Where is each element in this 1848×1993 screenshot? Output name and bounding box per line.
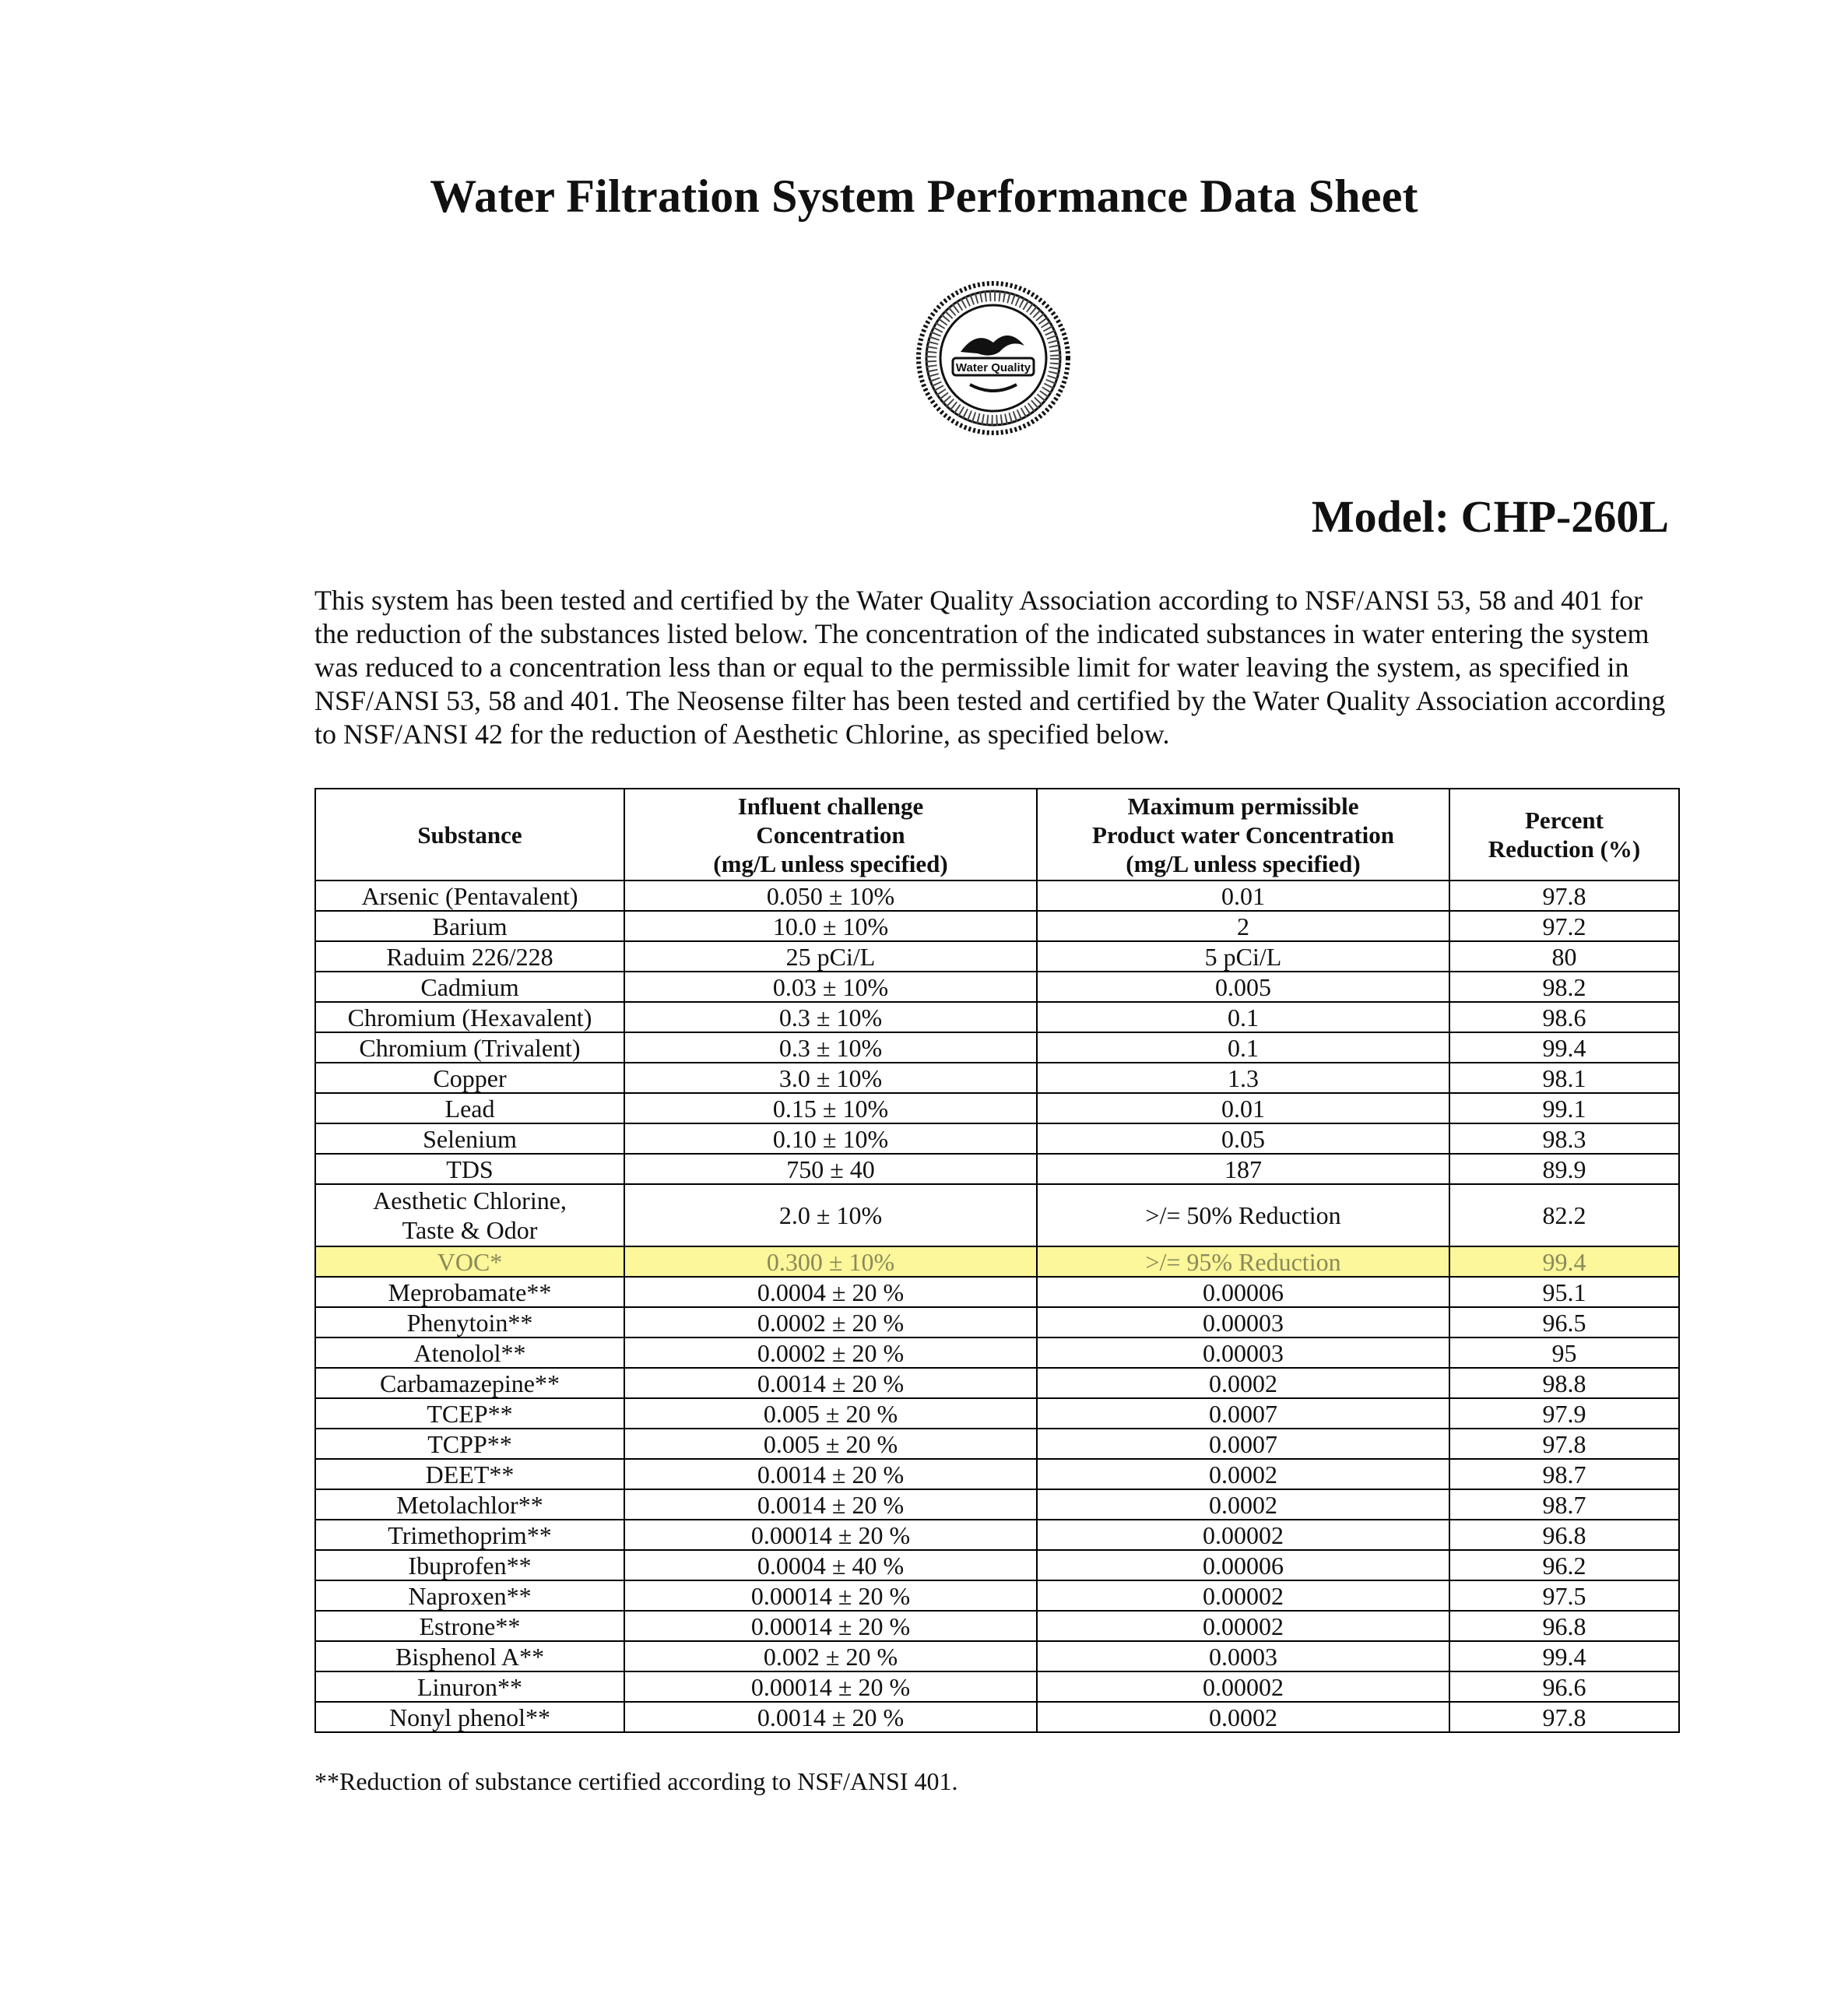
cell-percent: 97.9 <box>1449 1398 1679 1429</box>
cell-influent: 0.0002 ± 20 % <box>624 1307 1037 1337</box>
table-header-row <box>315 789 1679 881</box>
cell-maximum: 0.00003 <box>1037 1307 1449 1337</box>
cell-substance: Naproxen** <box>315 1580 624 1611</box>
table-row <box>315 1032 1679 1063</box>
cell-maximum: 0.00002 <box>1037 1520 1449 1550</box>
cell-influent: 2.0 ± 10% <box>624 1184 1037 1246</box>
cell-substance: Nonyl phenol** <box>315 1702 624 1732</box>
cell-percent: 97.8 <box>1449 881 1679 911</box>
cell-substance: Carbamazepine** <box>315 1368 624 1398</box>
cell-substance: Ibuprofen** <box>315 1550 624 1580</box>
table-row <box>315 1368 1679 1398</box>
cell-percent: 96.6 <box>1449 1671 1679 1702</box>
table-row <box>315 1123 1679 1154</box>
cell-percent: 99.1 <box>1449 1093 1679 1123</box>
cell-percent: 95 <box>1449 1337 1679 1368</box>
cell-maximum: 0.0002 <box>1037 1702 1449 1732</box>
cell-maximum: 0.1 <box>1037 1032 1449 1063</box>
cell-maximum: 0.00002 <box>1037 1671 1449 1702</box>
table-row <box>315 911 1679 941</box>
cell-maximum: 0.00002 <box>1037 1611 1449 1641</box>
table-row <box>315 1277 1679 1307</box>
cell-influent: 0.300 ± 10% <box>624 1246 1037 1277</box>
table-row <box>315 1641 1679 1671</box>
cell-influent: 25 pCi/L <box>624 941 1037 972</box>
intro-paragraph: This system has been tested and certified by the Water Quality Association according to NSF/ANSI 53, 58 and 401 for the reduction of the substances listed below. The concentration of the indicated substances in water entering the system was reduced to a concentration less than or equal to the permissible limit for water leaving the system, as specified in NSF/ANSI 53, 58 and 401. The Neosense filter has been tested and certified by the Water Quality Association according to NSF/ANSI 42 for the reduction of Aesthetic Chlorine, as specified below. <box>314 585 1666 750</box>
seal-text: Water Quality <box>955 361 1031 374</box>
cell-substance: Chromium (Hexavalent) <box>315 1002 624 1032</box>
cell-maximum: 1.3 <box>1037 1063 1449 1093</box>
cell-percent: 96.8 <box>1449 1611 1679 1641</box>
table-row <box>315 1520 1679 1550</box>
cell-maximum: 0.0007 <box>1037 1429 1449 1459</box>
cell-influent: 0.00014 ± 20 % <box>624 1580 1037 1611</box>
table-row <box>315 1307 1679 1337</box>
table-row <box>315 1398 1679 1429</box>
cell-influent: 0.005 ± 20 % <box>624 1429 1037 1459</box>
cell-maximum: >/= 95% Reduction <box>1037 1246 1449 1277</box>
cell-percent: 89.9 <box>1449 1154 1679 1184</box>
cell-maximum: 187 <box>1037 1154 1449 1184</box>
table-row <box>315 1337 1679 1368</box>
table-row <box>315 1459 1679 1489</box>
cell-percent: 97.8 <box>1449 1429 1679 1459</box>
cell-percent: 98.6 <box>1449 1002 1679 1032</box>
cell-substance: Phenytoin** <box>315 1307 624 1337</box>
cell-percent: 97.8 <box>1449 1702 1679 1732</box>
cell-maximum: 0.0002 <box>1037 1368 1449 1398</box>
cell-influent: 0.3 ± 10% <box>624 1032 1037 1063</box>
table-row <box>315 1184 1679 1246</box>
cell-influent: 3.0 ± 10% <box>624 1063 1037 1093</box>
cell-substance: Aesthetic Chlorine, Taste & Odor <box>315 1184 624 1246</box>
cell-percent: 99.4 <box>1449 1246 1679 1277</box>
cell-percent: 96.5 <box>1449 1307 1679 1337</box>
cell-maximum: 2 <box>1037 911 1449 941</box>
cell-percent: 98.1 <box>1449 1063 1679 1093</box>
cell-percent: 95.1 <box>1449 1277 1679 1307</box>
cell-substance: Arsenic (Pentavalent) <box>315 881 624 911</box>
table-row <box>315 1063 1679 1093</box>
cell-influent: 10.0 ± 10% <box>624 911 1037 941</box>
cell-percent: 98.2 <box>1449 972 1679 1002</box>
cell-influent: 750 ± 40 <box>624 1154 1037 1184</box>
cell-maximum: 0.01 <box>1037 881 1449 911</box>
cell-maximum: 5 pCi/L <box>1037 941 1449 972</box>
cell-substance: TCPP** <box>315 1429 624 1459</box>
cell-substance: Estrone** <box>315 1611 624 1641</box>
cell-percent: 96.2 <box>1449 1550 1679 1580</box>
header-substance: Substance <box>315 789 624 881</box>
cell-substance: Chromium (Trivalent) <box>315 1032 624 1063</box>
cell-percent: 99.4 <box>1449 1032 1679 1063</box>
cell-maximum: 0.0007 <box>1037 1398 1449 1429</box>
table-row <box>315 941 1679 972</box>
table-row <box>315 1702 1679 1732</box>
cell-influent: 0.00014 ± 20 % <box>624 1671 1037 1702</box>
cell-maximum: 0.01 <box>1037 1093 1449 1123</box>
cell-influent: 0.0014 ± 20 % <box>624 1702 1037 1732</box>
cell-maximum: >/= 50% Reduction <box>1037 1184 1449 1246</box>
cell-percent: 96.8 <box>1449 1520 1679 1550</box>
table-row <box>315 881 1679 911</box>
footnote: **Reduction of substance certified according to NSF/ANSI 401. <box>314 1767 958 1795</box>
water-quality-seal-icon <box>915 280 1071 436</box>
table-row <box>315 1002 1679 1032</box>
page-title: Water Filtration System Performance Data Sheet <box>430 170 1418 222</box>
cell-maximum: 0.00002 <box>1037 1580 1449 1611</box>
table-row <box>315 1246 1679 1277</box>
cell-influent: 0.050 ± 10% <box>624 881 1037 911</box>
cell-substance: TDS <box>315 1154 624 1184</box>
cell-maximum: 0.00003 <box>1037 1337 1449 1368</box>
cell-substance: Selenium <box>315 1123 624 1154</box>
table-row <box>315 1154 1679 1184</box>
cell-substance: Barium <box>315 911 624 941</box>
cell-maximum: 0.00006 <box>1037 1550 1449 1580</box>
cell-influent: 0.00014 ± 20 % <box>624 1611 1037 1641</box>
cell-percent: 98.7 <box>1449 1459 1679 1489</box>
cell-influent: 0.0004 ± 20 % <box>624 1277 1037 1307</box>
table-row <box>315 1489 1679 1520</box>
cell-percent: 99.4 <box>1449 1641 1679 1671</box>
cell-substance: Bisphenol A** <box>315 1641 624 1671</box>
cell-influent: 0.10 ± 10% <box>624 1123 1037 1154</box>
table-body <box>315 881 1679 1732</box>
table-row <box>315 1429 1679 1459</box>
cell-maximum: 0.05 <box>1037 1123 1449 1154</box>
cell-influent: 0.0014 ± 20 % <box>624 1368 1037 1398</box>
cell-substance: Copper <box>315 1063 624 1093</box>
cell-maximum: 0.005 <box>1037 972 1449 1002</box>
table-row <box>315 1580 1679 1611</box>
cell-substance: DEET** <box>315 1459 624 1489</box>
cell-maximum: 0.0002 <box>1037 1489 1449 1520</box>
cell-percent: 98.8 <box>1449 1368 1679 1398</box>
cell-substance: VOC* <box>315 1246 624 1277</box>
cell-substance: Trimethoprim** <box>315 1520 624 1550</box>
table-row <box>315 1671 1679 1702</box>
model-number: Model: CHP-260L <box>1311 491 1669 542</box>
table-row <box>315 972 1679 1002</box>
cell-substance: Cadmium <box>315 972 624 1002</box>
cell-influent: 0.00014 ± 20 % <box>624 1520 1037 1550</box>
cell-substance: Linuron** <box>315 1671 624 1702</box>
cell-influent: 0.0002 ± 20 % <box>624 1337 1037 1368</box>
cell-influent: 0.0014 ± 20 % <box>624 1489 1037 1520</box>
header-influent: Influent challenge Concentration (mg/L unless specified) <box>624 789 1037 881</box>
header-maximum: Maximum permissible Product water Concentration (mg/L unless specified) <box>1037 789 1449 881</box>
cell-maximum: 0.0003 <box>1037 1641 1449 1671</box>
cell-percent: 80 <box>1449 941 1679 972</box>
cell-substance: TCEP** <box>315 1398 624 1429</box>
cell-substance: Metolachlor** <box>315 1489 624 1520</box>
cell-percent: 82.2 <box>1449 1184 1679 1246</box>
cell-percent: 97.5 <box>1449 1580 1679 1611</box>
cell-percent: 98.3 <box>1449 1123 1679 1154</box>
cell-substance: Meprobamate** <box>315 1277 624 1307</box>
cell-influent: 0.03 ± 10% <box>624 972 1037 1002</box>
cell-percent: 98.7 <box>1449 1489 1679 1520</box>
cell-maximum: 0.0002 <box>1037 1459 1449 1489</box>
cell-substance: Raduim 226/228 <box>315 941 624 972</box>
cell-influent: 0.15 ± 10% <box>624 1093 1037 1123</box>
cell-influent: 0.0004 ± 40 % <box>624 1550 1037 1580</box>
cell-percent: 97.2 <box>1449 911 1679 941</box>
header-percent: Percent Reduction (%) <box>1449 789 1679 881</box>
cell-maximum: 0.1 <box>1037 1002 1449 1032</box>
cell-maximum: 0.00006 <box>1037 1277 1449 1307</box>
table-row <box>315 1550 1679 1580</box>
cell-influent: 0.005 ± 20 % <box>624 1398 1037 1429</box>
cell-substance: Lead <box>315 1093 624 1123</box>
table-row <box>315 1611 1679 1641</box>
cell-influent: 0.002 ± 20 % <box>624 1641 1037 1671</box>
cell-influent: 0.3 ± 10% <box>624 1002 1037 1032</box>
performance-table <box>314 788 1680 1733</box>
table-row <box>315 1093 1679 1123</box>
cell-substance: Atenolol** <box>315 1337 624 1368</box>
cell-influent: 0.0014 ± 20 % <box>624 1459 1037 1489</box>
